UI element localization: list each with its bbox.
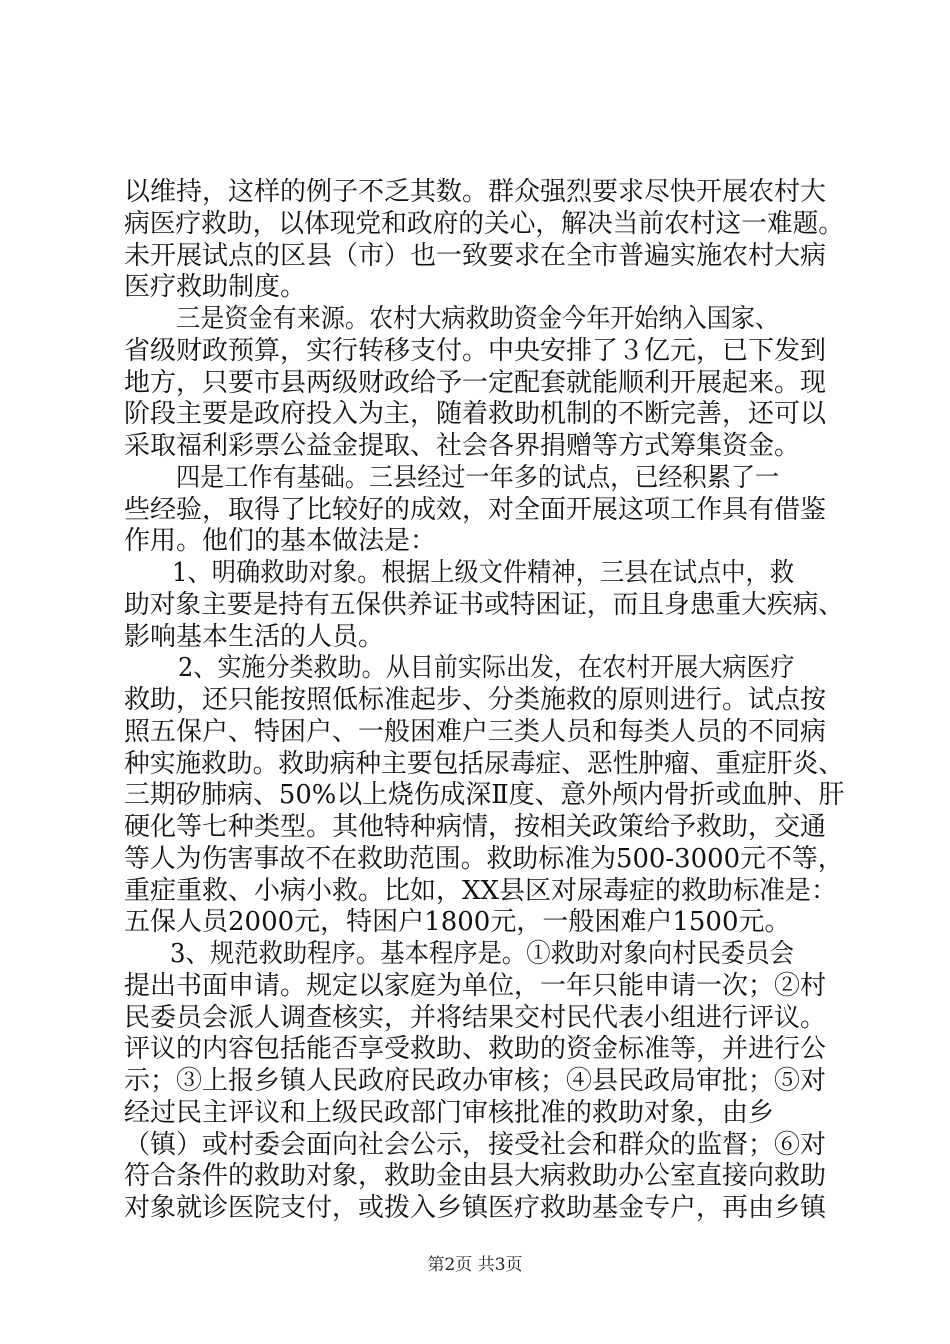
text-line: 种实施救助。救助病种主要包括尿毒症、恶性肿瘤、重症肝炎、 bbox=[124, 748, 845, 779]
list-item-start-line: 2、实施分类救助。从目前实际出发，在农村开展大病医疗 bbox=[178, 653, 795, 684]
list-item-start-line: 1、明确救助对象。根据上级文件精神，三县在试点中，救 bbox=[172, 558, 795, 588]
paragraph-start-line: 四是工作有基础。三县经过一年多的试点，已经积累了一 bbox=[176, 462, 780, 493]
text-line: 影响基本生活的人员。 bbox=[124, 621, 385, 652]
text-line: 硬化等七种类型。其他特种病情，按相关政策给予救助，交通 bbox=[124, 812, 827, 842]
text-line: 三期矽肺病、50%以上烧伤成深Ⅱ度、意外颅内骨折或血肿、肝 bbox=[124, 780, 845, 811]
paragraph-start-line: 三是资金有来源。农村大病救助资金今年开始纳入国家、 bbox=[176, 304, 780, 334]
text-line: 经过民主评议和上级民政部门审核批准的救助对象，由乡 bbox=[124, 1097, 775, 1128]
text-line: 阶段主要是政府投入为主，随着救助机制的不断完善，还可以 bbox=[124, 399, 827, 430]
text-line: 未开展试点的区县（市）也一致要求在全市普遍实施农村大病 bbox=[124, 240, 827, 271]
page-number-footer: 第2页 共3页 bbox=[427, 1255, 523, 1275]
text-line: （镇）或村委会面向社会公示，接受社会和群众的监督；⑥对 bbox=[124, 1129, 827, 1160]
text-line: 以维持，这样的例子不乏其数。群众强烈要求尽快开展农村大 bbox=[124, 177, 827, 207]
text-line: 救助，还只能按照低标准起步、分类施救的原则进行。试点按 bbox=[124, 685, 827, 715]
text-line: 等人为伤害事故不在救助范围。救助标准为500-3000元不等， bbox=[124, 843, 844, 874]
text-line: 作用。他们的基本做法是： bbox=[124, 526, 437, 557]
text-line: 医疗救助制度。 bbox=[124, 272, 307, 303]
text-line: 提出书面申请。规定以家庭为单位，一年只能申请一次；②村 bbox=[124, 970, 827, 1001]
text-line: 评议的内容包括能否享受救助、救助的资金标准等，并进行公 bbox=[124, 1034, 827, 1065]
text-line: 重症重救、小病小救。比如，XX县区对尿毒症的救助标准是： bbox=[124, 875, 838, 906]
text-line: 省级财政预算，实行转移支付。中央安排了３亿元，已下发到 bbox=[124, 335, 827, 366]
text-line: 示；③上报乡镇人民政府民政办审核；④县民政局审批；⑤对 bbox=[124, 1066, 827, 1096]
text-line: 些经验，取得了比较好的成效，对全面开展这项工作具有借鉴 bbox=[124, 494, 827, 525]
list-item-start-line: 3、规范救助程序。基本程序是。①救助对象向村民委员会 bbox=[170, 939, 794, 969]
text-line: 民委员会派人调查核实，并将结果交村民代表小组进行评议。 bbox=[124, 1002, 827, 1033]
text-line: 符合条件的救助对象，救助金由县大病救助办公室直接向救助 bbox=[124, 1161, 827, 1192]
text-line: 五保人员2000元，特困户1800元，一般困难户1500元。 bbox=[124, 907, 791, 938]
text-line: 对象就诊医院支付，或拨入乡镇医疗救助基金专户，再由乡镇 bbox=[124, 1193, 827, 1223]
text-line: 病医疗救助，以体现党和政府的关心，解决当前农村这一难题。 bbox=[124, 208, 845, 239]
text-line: 采取福利彩票公益金提取、社会各界捐赠等方式筹集资金。 bbox=[124, 431, 801, 461]
text-line: 地方，只要市县两级财政给予一定配套就能顺利开展起来。现 bbox=[124, 367, 827, 398]
text-line: 助对象主要是持有五保供养证书或特困证，而且身患重大疾病、 bbox=[124, 589, 845, 620]
text-line: 照五保户、特困户、一般困难户三类人员和每类人员的不同病 bbox=[124, 716, 827, 747]
